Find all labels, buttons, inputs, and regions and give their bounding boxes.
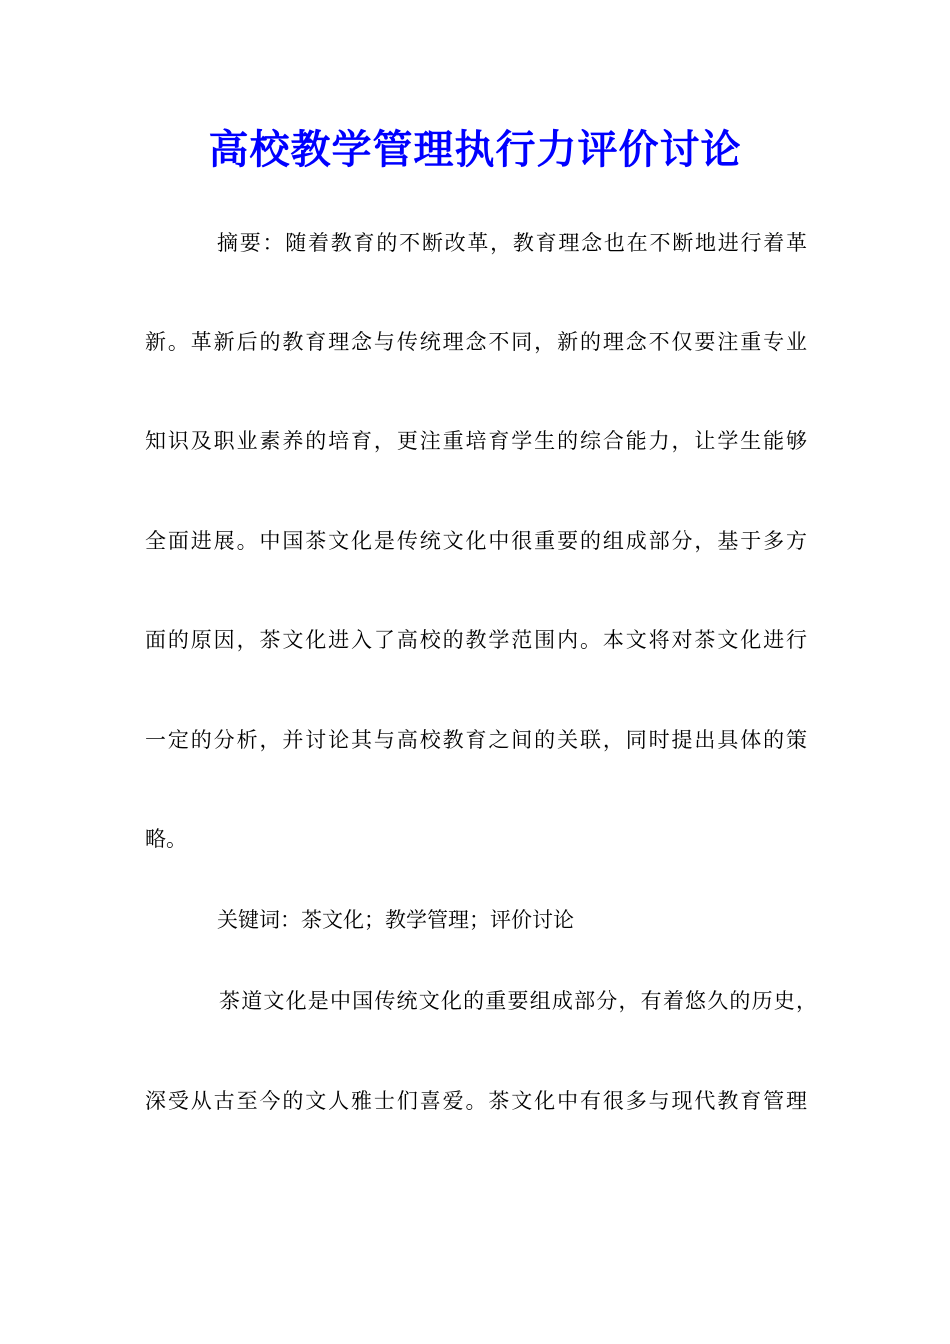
abstract-line: 一定的分析，并讨论其与高校教育之间的关联，同时提出具体的策	[145, 728, 807, 752]
abstract-line: 面的原因，茶文化进入了高校的教学范围内。本文将对茶文化进行	[145, 628, 807, 652]
abstract-line: 新。革新后的教育理念与传统理念不同，新的理念不仅要注重专业	[145, 330, 807, 354]
abstract-line: 全面进展。中国茶文化是传统文化中很重要的组成部分，基于多方	[145, 529, 807, 553]
abstract-line: 知识及职业素养的培育，更注重培育学生的综合能力，让学生能够	[145, 429, 807, 453]
abstract-line: 略。	[145, 827, 187, 851]
body-line: 深受从古至今的文人雅士们喜爱。茶文化中有很多与现代教育管理	[145, 1089, 807, 1113]
body-line: 茶道文化是中国传统文化的重要组成部分，有着悠久的历史，	[219, 989, 817, 1013]
keywords-line: 关键词：茶文化；教学管理；评价讨论	[217, 908, 574, 932]
abstract-line: 摘要：随着教育的不断改革，教育理念也在不断地进行着革	[217, 231, 807, 255]
document-title: 高校教学管理执行力评价讨论	[208, 126, 742, 173]
